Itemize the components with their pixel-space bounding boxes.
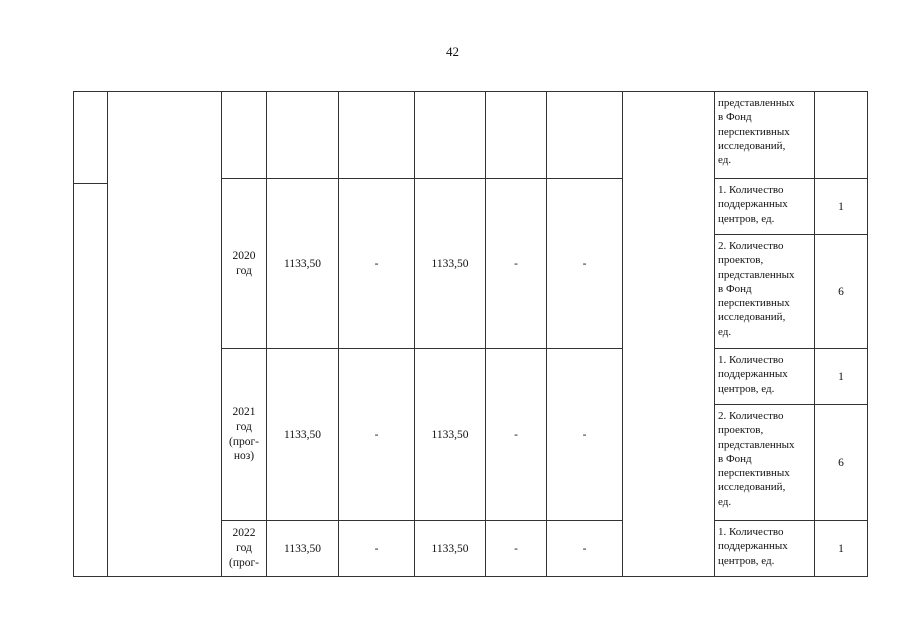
- value-cell: -: [582, 257, 587, 270]
- indicator-text: 2. Количество проектов, представленных в Фонд перспективных исследований, ед.: [718, 410, 795, 508]
- total-cell: 1133,50: [284, 257, 321, 270]
- value-cell: -: [582, 428, 587, 441]
- value-cell: -: [374, 428, 379, 441]
- value-cell: -: [374, 257, 379, 270]
- year-cell: 2020 год: [232, 249, 256, 277]
- page-number: 42: [446, 44, 459, 59]
- indicator-text: 1. Количество поддержанных центров, ед.: [718, 184, 788, 225]
- indicator-text: 2. Количество проектов, представленных в Фонд перспективных исследований, ед.: [718, 240, 795, 338]
- indicator-text-top: представленных в Фонд перспективных исследований, ед.: [718, 97, 795, 167]
- value-cell: 1133,50: [431, 428, 469, 441]
- value-cell: -: [514, 257, 518, 270]
- year-cell: 2021 год (прог- ноз): [228, 405, 260, 463]
- indicator-value: 6: [838, 285, 844, 298]
- value-cell: -: [374, 542, 379, 555]
- indicator-text: 1. Количество поддержанных центров, ед.: [718, 526, 788, 567]
- value-cell: -: [582, 542, 587, 555]
- value-cell: -: [514, 428, 518, 441]
- indicator-value: 1: [838, 542, 844, 555]
- indicator-text: 1. Количество поддержанных центров, ед.: [718, 354, 788, 395]
- year-cell: 2022 год (прог-: [228, 527, 260, 569]
- value-cell: 1133,50: [431, 257, 469, 270]
- total-cell: 1133,50: [284, 542, 321, 555]
- value-cell: 1133,50: [431, 542, 469, 555]
- indicator-value: 6: [838, 456, 844, 469]
- value-cell: -: [514, 542, 518, 555]
- indicator-value: 1: [838, 200, 844, 213]
- total-cell: 1133,50: [284, 428, 321, 441]
- indicator-value: 1: [838, 370, 844, 383]
